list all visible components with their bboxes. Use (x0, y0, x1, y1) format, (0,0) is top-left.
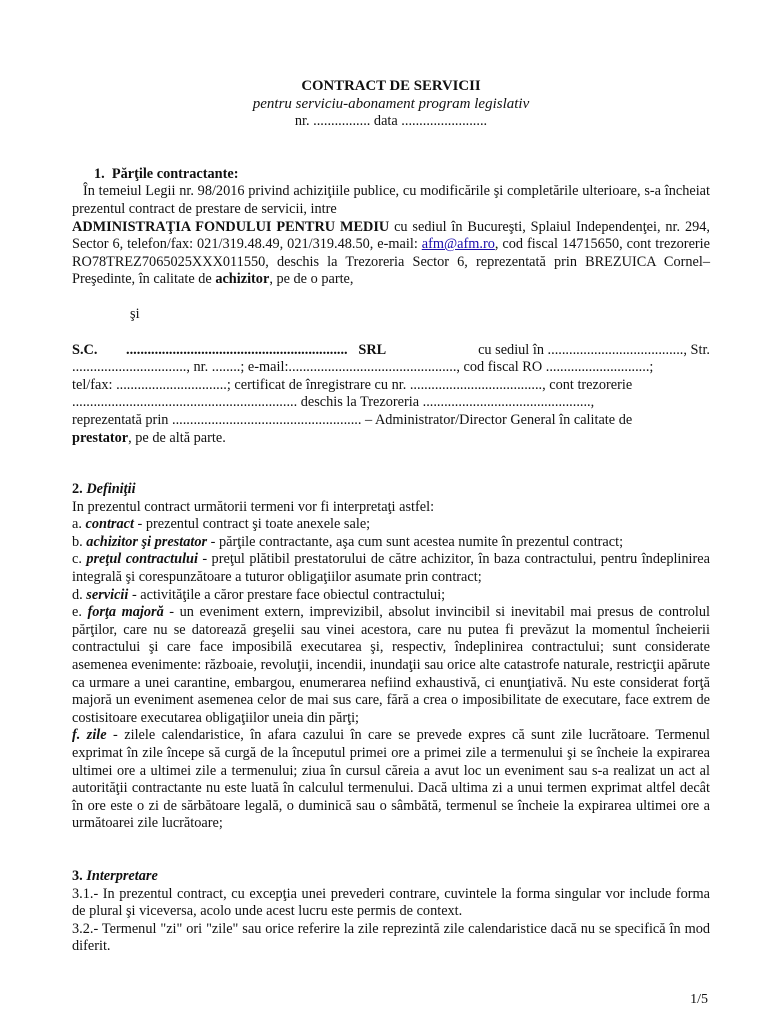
provider-line-3: tel/fax: ...............................; certificat de înregistrare cu nr. ....................................., cont trezorerie (72, 376, 633, 393)
provider-role: prestator (72, 429, 129, 446)
definition-b: b. achizitor şi prestator - părţile contractante, aşa cum sunt acestea numite în prezentul contract; (72, 533, 624, 550)
interpretation-3-2: 3.2.- Termenul "zi" ori "zile" sau orice referire la zile reprezintă zile calendaristice dacă nu se specifică în mod diferit. (72, 920, 710, 955)
buyer-name: ADMINISTRAŢIA FONDULUI PENTRU MEDIU (72, 218, 390, 235)
section-3-heading: 3. Interpretare (72, 867, 158, 884)
provider-line-2: ................................, nr. ........; e-mail:..............................................., cod fiscal RO .............................; (72, 359, 654, 376)
provider-line-6: prestator, pe de altă parte. (72, 429, 226, 446)
page-number: 1/5 (690, 992, 708, 1007)
section-1-heading: 1. Părţile contractante: (94, 165, 239, 182)
definition-f: f. zile - zilele calendaristice, în afara cazului în care se prevede expres că sunt zile lucrătoare. Termenul exprimat în zile începe să curgă de la începutul primei ore a primei zile a termenului şi se încheie la expirarea ultimei ore a ultimei zile a termenului; ziua în cursul căreia a avut loc un eveniment sau s-a realizat un act al autorităţii contractante nu este luată în calculul termenului. Dacă ultima zi a unui termen exprimat altfel decât în ore este o zi de sărbătoare legală, o duminică sau o sâmbătă, termenul se încheie la expirarea ultimei ore a următoarei zile lucrătoare; (72, 727, 710, 832)
buyer-paragraph: ADMINISTRAŢIA FONDULUI PENTRU MEDIU cu sediul în Bucureşti, Splaiul Independenţei, nr. 294, Sector 6, telefon/fax: 021/319.48.49, 021/319.48.50, e-mail: afm@afm.ro, cod fiscal 14715650, cont trezorerie RO78TREZ7065025XXX011550, deschis la Trezoreria Sector 6, reprezentată prin BREZUICA Cornel– Preşedinte, în calitate de achizitor, pe de o parte, (72, 218, 710, 288)
contract-subtitle: pentru serviciu-abonament program legislativ (252, 95, 530, 112)
provider-line-1: S.C. .............................................................. SRL cu sediul în ......................................, Str. (72, 341, 710, 358)
document-page (72, 78, 710, 956)
definition-a: a. contract - prezentul contract şi toate anexele sale; (72, 516, 371, 533)
provider-line-4: ............................................................... deschis la Trezoreria ..............................................., (72, 394, 595, 411)
buyer-role: achizitor (215, 271, 270, 288)
definition-c: c. preţul contractului - preţul plătibil prestatorului de către achizitor, în baza contractului, pentru îndeplinirea integrală şi corespunzătoare a tuturor obligaţiilor asumate prin contract; (72, 551, 710, 586)
provider-line-5: reprezentată prin ..................................................... – Administrator/Director General în calitate de (72, 411, 633, 428)
buyer-email-link[interactable]: afm@afm.ro (421, 236, 495, 253)
and-connector: şi (130, 305, 140, 322)
contract-title: CONTRACT DE SERVICII (301, 78, 481, 94)
contract-number-line: nr. ................ data ........................ (294, 113, 488, 130)
section-2-heading: 2. Definiţii (72, 481, 136, 498)
definition-d: d. servicii - activităţile a căror prestare face obiectul contractului; (72, 586, 446, 603)
definition-e: e. forţa majoră - un eveniment extern, imprevizibil, absolut invincibil si inevitabil mai presus de controlul părţilor, care nu se datorează greşelii sau vinei acestora, care nu putea fi prevăzut la momentul încheierii contractului şi care face imposibilă executarea şi, respectiv, îndeplinirea contractului; sunt considerate asemenea evenimente: războaie, revoluţii, incendii, inundaţii sau orice alte catastrofe naturale, restricţii apărute ca urmare a unei carantine, embargou, enumerarea nefiind exhaustivă, ci enunţiativă. Nu este considerat forţă majoră un eveniment asemenea celor de mai sus care, fără a crea o imposibilitate de executare, face extrem de costisitoare executarea obligaţiilor uneia din părţi; (72, 604, 710, 726)
section-1-intro: În temeiul Legii nr. 98/2016 privind achiziţiile publice, cu modificările şi completările ulterioare, s-a încheiat prezentul contract de prestare de servicii, intre (72, 183, 710, 217)
interpretation-3-1: 3.1.- In prezentul contract, cu excepţia unei prevederi contrare, cuvintele la forma singular vor include forma de plural şi viceversa, acolo unde acest lucru este permis de context. (72, 885, 710, 920)
section-2-intro: In prezentul contract următorii termeni vor fi interpretaţi astfel: (72, 498, 435, 515)
